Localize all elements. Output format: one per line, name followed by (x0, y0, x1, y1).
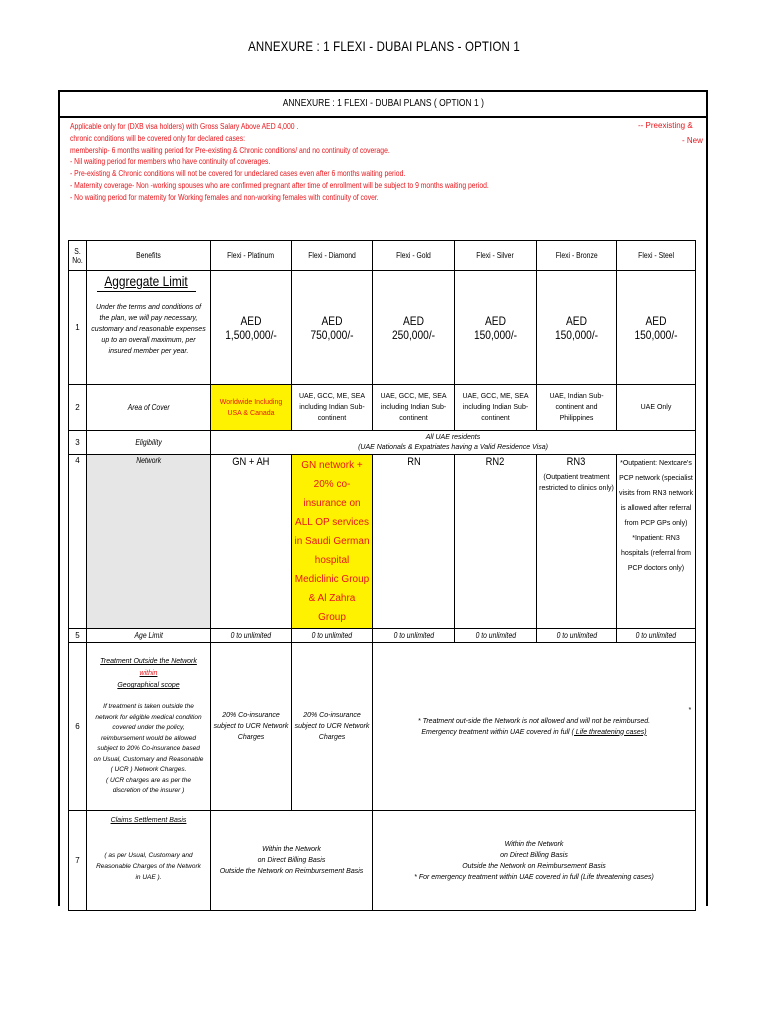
row-number: 5 (69, 629, 87, 643)
frame-title-bar (58, 90, 708, 118)
claims-others: Within the Network on Direct Billing Basis Outside the Network on Reimbursement Basis * For emergency treatment within UAE covered in full (Life threatening cases) (373, 811, 696, 911)
header-sno: S. No. (69, 241, 87, 271)
diamond-age: 0 to unlimited (292, 629, 373, 643)
frame-title: ANNEXURE : 1 FLEXI - DUBAI PLANS ( OPTION 1 ) (282, 98, 484, 109)
age-limit-label: Age Limit (87, 629, 211, 643)
silver-area: UAE, GCC, ME, SEA including Indian Sub-continent (455, 385, 537, 431)
steel-age: 0 to unlimited (617, 629, 696, 643)
note-line: - Maternity coverage- Non -working spouses who are confirmed pregnant after time of enrollment will be subject to 9 months waiting period. (70, 180, 489, 190)
header-steel: Flexi - Steel (617, 241, 696, 271)
header-silver: Flexi - Silver (455, 241, 537, 271)
header-gold: Flexi - Gold (373, 241, 455, 271)
bronze-area: UAE, Indian Sub-continent and Philippines (537, 385, 617, 431)
gold-area: UAE, GCC, ME, SEA including Indian Sub-continent (373, 385, 455, 431)
outside-network-desc: If treatment is taken outside the network for eligible medical condition covered under the policy, reimbursement would be allowed subject to 20% Co-insurance based on Usual, Customary and Reasonable ( UCR ) Network Charges. (93, 703, 204, 774)
gold-limit: AED 250,000/- (373, 271, 455, 385)
row-number: 3 (69, 431, 87, 455)
diamond-area: UAE, GCC, ME, SEA including Indian Sub-continent (292, 385, 373, 431)
note-right-new: - New (682, 136, 703, 145)
plans-table (68, 240, 696, 911)
row-number: 4 (69, 455, 87, 629)
table-header-row (69, 241, 696, 271)
silver-network: RN2 (455, 455, 537, 629)
steel-limit: AED 150,000/- (617, 271, 696, 385)
claims-platinum-diamond: Within the Network on Direct Billing Basis Outside the Network on Reimbursement Basis (211, 811, 373, 911)
row-number: 6 (69, 643, 87, 811)
bronze-limit: AED 150,000/- (537, 271, 617, 385)
aggregate-limit-desc: Under the terms and conditions of the plan, we will pay necessary, customary and reasonable expenses up to an overall maximum, per insured member per year. (91, 304, 206, 355)
network-label: Network (87, 455, 211, 629)
row-number: 1 (69, 271, 87, 385)
left-border (58, 116, 60, 906)
bronze-network: RN3 (Outpatient treatment restricted to clinics only) (537, 455, 617, 629)
platinum-area: Worldwide Including USA & Canada (211, 385, 292, 431)
platinum-age: 0 to unlimited (211, 629, 292, 643)
header-bronze: Flexi - Bronze (537, 241, 617, 271)
bronze-age: 0 to unlimited (537, 629, 617, 643)
platinum-network: GN + AH (211, 455, 292, 629)
right-border (706, 116, 708, 906)
outside-network-title: Treatment Outside the Network within Geographical scope (100, 658, 197, 690)
steel-area: UAE Only (617, 385, 696, 431)
note-line: - Pre-existing & Chronic conditions will not be covered for undeclared cases even after 6 months waiting period. (70, 169, 406, 179)
table-row (69, 271, 696, 385)
silver-limit: AED 150,000/- (455, 271, 537, 385)
note-line: - No waiting period for maternity for Working females and non-working females with continuity of cover. (70, 192, 379, 202)
table-row (69, 629, 696, 643)
silver-age: 0 to unlimited (455, 629, 537, 643)
claims-settlement-title: Claims Settlement Basis (110, 817, 187, 824)
table-row (69, 431, 696, 455)
claims-settlement-desc: ( as per Usual, Customary and Reasonable Charges of the Network in UAE ). (96, 852, 201, 881)
claims-settlement-cell (87, 811, 211, 911)
header-benefits: Benefits (87, 241, 211, 271)
others-outside-network: * Treatment out-side the Network is not allowed and will not be reimbursed. Emergency treatment within UAE covered in full ( Life threatening cases) * (373, 643, 696, 811)
gold-age: 0 to unlimited (373, 629, 455, 643)
diamond-outside-network: 20% Co-insurance subject to UCR Network Charges (292, 643, 373, 811)
diamond-limit: AED 750,000/- (292, 271, 373, 385)
aggregate-limit-cell (87, 271, 211, 385)
outside-network-cell (87, 643, 211, 811)
note-line: - Nil waiting period for members who have continuity of coverages. (70, 157, 271, 167)
steel-network: *Outpatient: Nextcare's PCP network (specialist visits from RN3 network is allowed after referral from PCP GPs only) *Inpatient: RN3 hospitals (referral from PCP doctors only) (617, 455, 696, 629)
eligibility-value: All UAE residents (UAE Nationals & Expatriates having a Valid Residence Visa) (211, 431, 696, 455)
table-row (69, 643, 696, 811)
platinum-outside-network: 20% Co-insurance subject to UCR Network Charges (211, 643, 292, 811)
note-right-preexisting: -- Preexisting & (638, 121, 693, 130)
page-title: ANNEXURE : 1 FLEXI - DUBAI PLANS - OPTION 1 (248, 38, 520, 54)
area-of-cover-label: Area of Cover (87, 385, 211, 431)
gold-network: RN (373, 455, 455, 629)
header-diamond: Flexi - Diamond (292, 241, 373, 271)
note-line: chronic conditions will be covered only for declared cases: (70, 133, 246, 143)
header-platinum: Flexi - Platinum (211, 241, 292, 271)
ucr-note: ( UCR charges are as per the discretion of the insurer ) (106, 776, 191, 795)
eligibility-label: Eligibility (87, 431, 211, 455)
row-number: 7 (69, 811, 87, 911)
table-row (69, 385, 696, 431)
diamond-network: GN network + 20% co-insurance on ALL OP services in Saudi German hospital Mediclinic Group & Al Zahra Group (292, 455, 373, 629)
table-row (69, 455, 696, 629)
note-line: membership- 6 months waiting period for Pre-existing & Chronic conditions/ and no continuity of coverage. (70, 145, 390, 155)
aggregate-limit-title: Aggregate Limit (104, 273, 189, 289)
notes-block (70, 121, 700, 204)
platinum-limit: AED 1,500,000/- (211, 271, 292, 385)
note-line: Applicable only for (DXB visa holders) with Gross Salary Above AED 4,000 . (70, 122, 299, 131)
row-number: 2 (69, 385, 87, 431)
table-row (69, 811, 696, 911)
